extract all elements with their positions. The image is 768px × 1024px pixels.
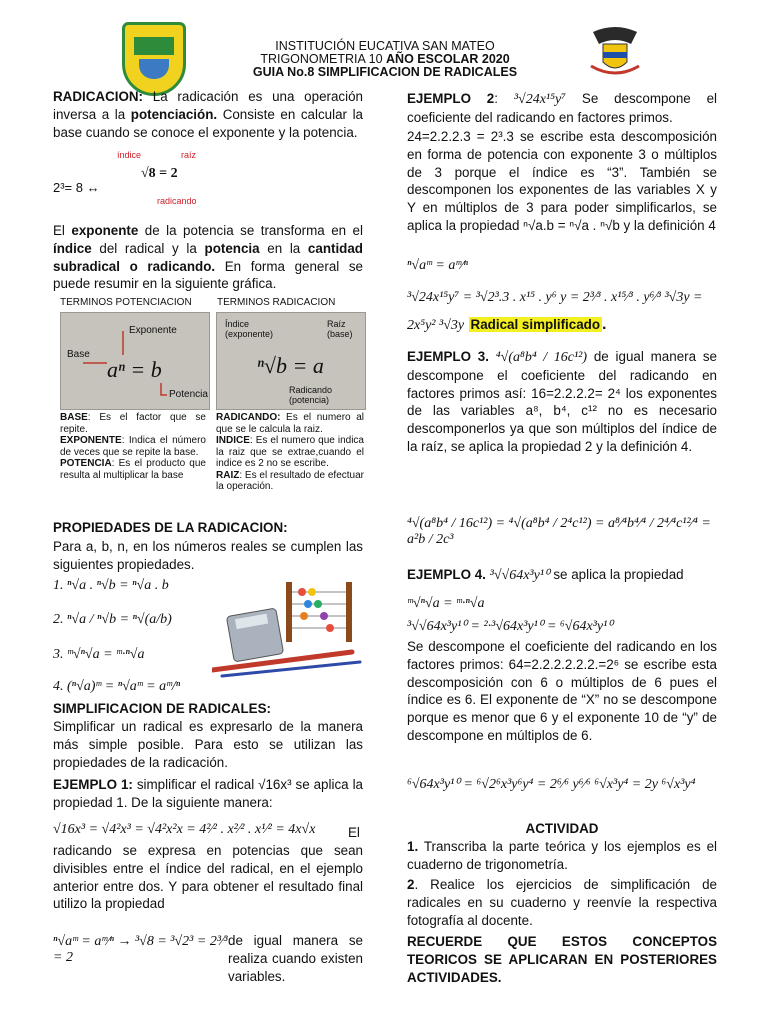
property-4: 4. (ⁿ√a)ᵐ = ⁿ√aᵐ = aᵐ/ⁿ (53, 679, 181, 694)
terms-definitions-left: BASE: Es el factor que se repite. EXPONENTE: Indica el número de veces que se repite la base. POTENCIA: Es el producto que resulta al multiplicar la base (60, 412, 206, 481)
exponent-paragraph: El exponente de la potencia se transforma en el índice del radical y la potencia en la cantidad subradical o radicando. En forma general se puede resumir en la siguiente gráfica. (53, 223, 363, 292)
raiz-label: raíz (181, 150, 197, 160)
simplification-title: SIMPLIFICACION DE RADICALES: (53, 701, 271, 716)
example-4: EJEMPLO 4. ³√√64x³y¹⁰ se aplica la propiedad (407, 567, 684, 583)
example-3: EJEMPLO 3. ⁴√(a⁸b⁴ / 16c¹²) de igual manera se descompone el coeficiente del radicando en factores primos así: 16=2.2.2.2= 2⁴ los exponentes de las variables a⁸, b⁴, c¹² no es necesario descomponerlos ya que son múltiplos del índice de la raíz, se aplica la propiedad 2 y la definición 4. (407, 349, 717, 454)
properties-text: Para a, b, n, en los números reales se cumplen las siguientes propiedades. (53, 539, 363, 572)
example-4-final: ⁶√64x³y¹⁰ = ⁶√2⁶x³y⁶y⁴ = 2⁶⁄⁶ y⁶⁄⁶ ⁶√x³y⁴ = 2y ⁶√x³y⁴ (407, 777, 696, 792)
example-2: EJEMPLO 2: ³√24x¹⁵y⁷ Se descompone el coeficiente del radicando en factores primos. (407, 91, 717, 125)
example-1-el: El (348, 825, 360, 840)
abacus-calculator-illustration (212, 578, 362, 678)
example-4-explanation: Se descompone el coeficiente del radicando en los factores primos: 64=2.2.2.2.2.2.=2⁶ se escribe esta descomposición con 6 o múltiplos de 6 pues el índice es 6. El exponente de “X” no se descompone porque es menor que 6 y el exponente 10 de “y” de descompone en múltiplos de 6. (407, 639, 717, 743)
guide-title: GUIA No.8 SIMPLIFICACION DE RADICALES (252, 65, 518, 79)
radical-mini-figure (53, 146, 203, 206)
simplified-radical-badge: Radical simplificado (470, 317, 601, 332)
example-1-explanation: radicando se expresa en potencias que sean divisibles entre el índice del radical, en el ejemplo anterior entre dos. Y para obtener el resultado final utilizo la propiedad (53, 843, 363, 912)
property-2: 2. ⁿ√a / ⁿ√b = ⁿ√(a/b) (53, 612, 172, 627)
radical-expression: √8 = 2 (141, 166, 178, 181)
property-3: 3. ᵐ√ⁿ√a = ᵐ·ⁿ√a (53, 647, 145, 662)
example-2-definition: ⁿ√aᵐ = aᵐ⁄ⁿ (407, 258, 468, 273)
example-1: EJEMPLO 1: simplificar el radical √16x³ se aplica la propiedad 1. De la siguiente manera: (53, 777, 363, 810)
activity-1: 1. Transcriba la parte teórica y los ejemplos es el cuaderno de trigonometría. (407, 839, 717, 872)
example-4-property: ᵐ√ⁿ√a = ᵐ·ⁿ√a (407, 596, 485, 611)
activity-title: ACTIVIDAD (525, 821, 599, 836)
property-1: 1. ⁿ√a . ⁿ√b = ⁿ√a . b (53, 578, 169, 593)
example-1-property: ⁿ√aᵐ = aᵐ⁄ⁿ → ³√8 = ³√2³ = 2³⁄³ = 2 (53, 934, 228, 965)
terms-radicacion-heading: TERMINOS RADICACION (217, 297, 336, 308)
example-4-derivation: ³√√64x³y¹⁰ = ²·³√64x³y¹⁰ = ⁶√64x³y¹⁰ (407, 619, 613, 634)
indice-label: índice (117, 150, 142, 160)
terms-definitions-right: RADICANDO: Es el numero al que se le calcula la raiz. INDICE: Es el numero que indica la raiz que se extrae,cuando el indice es 2 no se escribe. RAIZ: Es el resultado de efectuar la operación. (216, 412, 364, 492)
example-1-math: √16x³ = √4²x³ = √4²x²x = 4²⁄² . x²⁄² . x¹⁄² = 4x√x (53, 822, 316, 837)
radicando-label: radicando (157, 196, 197, 206)
example-2-result: 2x⁵y² ³√3y Radical simplificado . (407, 316, 607, 333)
example-3-equation: ⁴√(a⁸b⁴ / 16c¹²) = ⁴√(a⁸b⁴ / 2⁴c¹²) = a⁸⁄⁴b⁴⁄⁴ / 2⁴⁄⁴c¹²⁄⁴ = a²b / 2c³ (407, 516, 711, 547)
simplification-text: Simplificar un radical es expresarlo de la manera más simple posible. Para esto se utilizan las propiedades de la radicación. (53, 719, 363, 770)
coat-of-arms (585, 22, 645, 80)
activity-2: 2. Realice los ejercicios de simplificación de radicales en su cuaderno y reenvíe la respectiva fotografía al docente. (407, 877, 717, 928)
example-2-derivation: ³√24x¹⁵y⁷ = ³√2³.3 . x¹⁵ . y⁶ y = 2³⁄³ . x¹⁵⁄³ . y⁶⁄³ ³√3y = (407, 290, 703, 305)
power-expression: 2³= 8 ↔ (53, 180, 100, 195)
terms-potenciacion-heading: TERMINOS POTENCIACION (60, 297, 192, 308)
radicacion-diagram: Índice (exponente) Raíz (base) ⁿ√b = a Radicando (potencia) (216, 312, 366, 410)
properties-title: PROPIEDADES DE LA RADICACION: (53, 520, 288, 535)
example-1-end: de igual manera se realiza cuando existen variables. (228, 933, 363, 984)
potenciacion-diagram: Exponente Base aⁿ = b Potencia (60, 312, 210, 410)
subject-year: TRIGONOMETRIA 10 AÑO ESCOLAR 2020 (260, 52, 510, 66)
example-2-explanation: 24=2.2.2.3 = 2³.3 se escribe esta descomposición en forma de potencia con exponente 3 o múltiplos de 3 porque el índice es “3”. También se descomponen los exponentes de las variables X y Y en múltiplos de 3 para poder simplificarlos, se aplica la propiedad ⁿ√a.b = ⁿ√a . ⁿ√b y la definición 4 (407, 129, 717, 233)
radicacion-intro: RADICACION: La radicación es una operación inversa a la potenciación. Consiste en calcular la base cuando se conoce el exponente y la potencia. (53, 89, 364, 140)
school-name: INSTITUCIÓN EUCATIVA SAN MATEO (275, 39, 495, 53)
reminder-note: RECUERDE QUE ESTOS CONCEPTOS TEORICOS SE APLICARAN EN POSTERIORES ACTIVIDADES. (407, 934, 717, 985)
school-crest (122, 22, 186, 96)
